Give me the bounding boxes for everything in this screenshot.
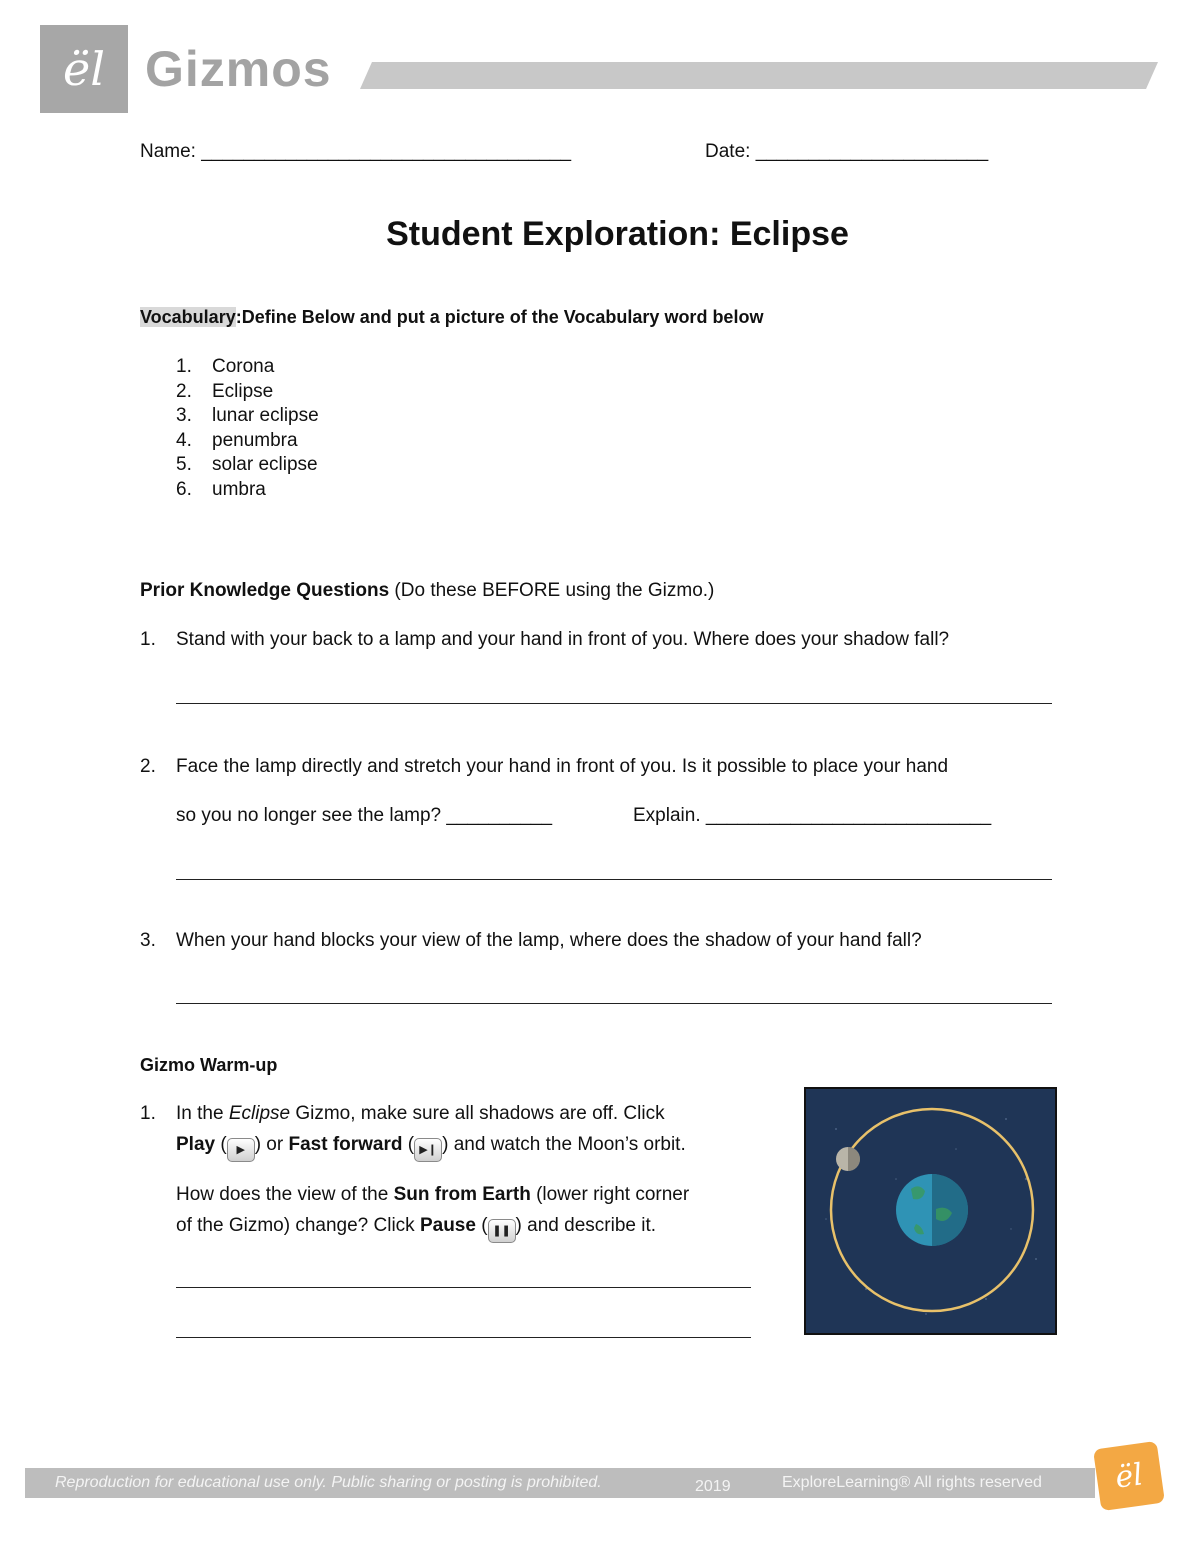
warmup-heading: Gizmo Warm-up bbox=[140, 1055, 278, 1075]
vocab-term: Corona bbox=[212, 356, 275, 377]
vocabulary-instruction: :Define Below and put a picture of the Vocabulary word below bbox=[235, 307, 764, 327]
vocab-term: penumbra bbox=[212, 430, 298, 451]
explorelearning-logo bbox=[40, 25, 128, 113]
footer-logo: ël bbox=[1093, 1441, 1165, 1511]
question-2-line-2[interactable]: so you no longer see the lamp? __________ bbox=[176, 805, 553, 826]
date-field[interactable]: Date: ______________________ bbox=[705, 141, 989, 162]
list-number: 2. bbox=[176, 381, 192, 402]
text-fragment: (lower right corner bbox=[530, 1184, 690, 1205]
play-icon[interactable]: ▶ bbox=[227, 1138, 255, 1162]
list-number: 6. bbox=[176, 479, 192, 500]
question-1: Stand with your back to a lamp and your hand in front of you. Where does your shadow fall? bbox=[176, 629, 950, 650]
vocabulary-word: Vocabulary bbox=[140, 307, 236, 327]
list-item bbox=[176, 381, 273, 403]
question-number: 2. bbox=[140, 756, 156, 777]
question-3: When your hand blocks your view of the lamp, where does the shadow of your hand fall? bbox=[176, 930, 922, 951]
list-item bbox=[176, 479, 266, 501]
text-fragment: ) and describe it. bbox=[515, 1215, 657, 1236]
text-fragment: ( bbox=[475, 1215, 488, 1236]
pause-label: Pause bbox=[419, 1215, 476, 1236]
footer-rights: ExploreLearning® All rights reserved bbox=[782, 1474, 1042, 1491]
header-bar bbox=[360, 62, 1158, 89]
pause-icon[interactable]: ❚❚ bbox=[488, 1219, 516, 1243]
answer-line[interactable] bbox=[176, 703, 1052, 704]
play-label: Play bbox=[176, 1134, 216, 1155]
text-fragment: of the Gizmo) change? Click bbox=[176, 1215, 420, 1236]
vocabulary-heading bbox=[140, 307, 763, 328]
brand-name: Gizmos bbox=[145, 41, 332, 97]
prior-knowledge-note: (Do these BEFORE using the Gizmo.) bbox=[389, 580, 715, 601]
gizmo-name: Eclipse bbox=[228, 1103, 291, 1124]
warmup-line-3 bbox=[176, 1184, 689, 1206]
prior-knowledge-heading bbox=[140, 580, 714, 602]
warmup-line-4 bbox=[176, 1215, 656, 1243]
vocab-term: lunar eclipse bbox=[212, 405, 319, 426]
list-number: 1. bbox=[176, 356, 192, 377]
text-fragment: ( bbox=[215, 1134, 227, 1155]
answer-line[interactable] bbox=[176, 1003, 1052, 1004]
prior-knowledge-title: Prior Knowledge Questions bbox=[140, 580, 390, 601]
text-fragment: Gizmo, make sure all shadows are off. Click bbox=[290, 1103, 665, 1124]
vocab-term: solar eclipse bbox=[212, 454, 318, 475]
name-field[interactable]: Name: ___________________________________ bbox=[140, 141, 572, 162]
question-number: 3. bbox=[140, 930, 156, 951]
text-fragment: ) and watch the Moon’s orbit. bbox=[442, 1134, 686, 1155]
question-2-explain[interactable]: Explain. ___________________________ bbox=[633, 805, 992, 826]
question-2-line-1: Face the lamp directly and stretch your hand in front of you. Is it possible to place your hand bbox=[176, 756, 949, 777]
warmup-line-2 bbox=[176, 1134, 686, 1162]
question-number: 1. bbox=[140, 629, 156, 650]
page-title: Student Exploration: Eclipse bbox=[386, 215, 849, 253]
list-number: 4. bbox=[176, 430, 192, 451]
footer-copyright-notice: Reproduction for educational use only. Public sharing or posting is prohibited. bbox=[55, 1474, 602, 1491]
text-fragment: ( bbox=[402, 1134, 415, 1155]
list-item bbox=[176, 405, 319, 427]
list-item bbox=[176, 454, 318, 476]
answer-line[interactable] bbox=[176, 1287, 751, 1288]
list-item bbox=[176, 356, 274, 378]
warmup-line-1 bbox=[176, 1103, 665, 1125]
fast-forward-icon[interactable]: ▶❙ bbox=[414, 1138, 442, 1162]
gizmo-orbit-image bbox=[804, 1087, 1057, 1335]
text-fragment: ) or bbox=[254, 1134, 289, 1155]
sun-from-earth-label: Sun from Earth bbox=[393, 1184, 531, 1205]
orbit-illustration bbox=[806, 1089, 1055, 1333]
text-fragment: How does the view of the bbox=[176, 1184, 394, 1205]
vocab-term: umbra bbox=[212, 479, 266, 500]
fast-forward-label: Fast forward bbox=[288, 1134, 403, 1155]
footer-year: 2019 bbox=[695, 1478, 731, 1495]
list-number: 5. bbox=[176, 454, 192, 475]
list-number: 3. bbox=[176, 405, 192, 426]
answer-line[interactable] bbox=[176, 879, 1052, 880]
question-number: 1. bbox=[140, 1103, 156, 1124]
vocab-term: Eclipse bbox=[212, 381, 274, 402]
text-fragment: In the bbox=[176, 1103, 229, 1124]
list-item bbox=[176, 430, 298, 452]
answer-line[interactable] bbox=[176, 1337, 751, 1338]
logo-mark: ël bbox=[63, 42, 105, 96]
